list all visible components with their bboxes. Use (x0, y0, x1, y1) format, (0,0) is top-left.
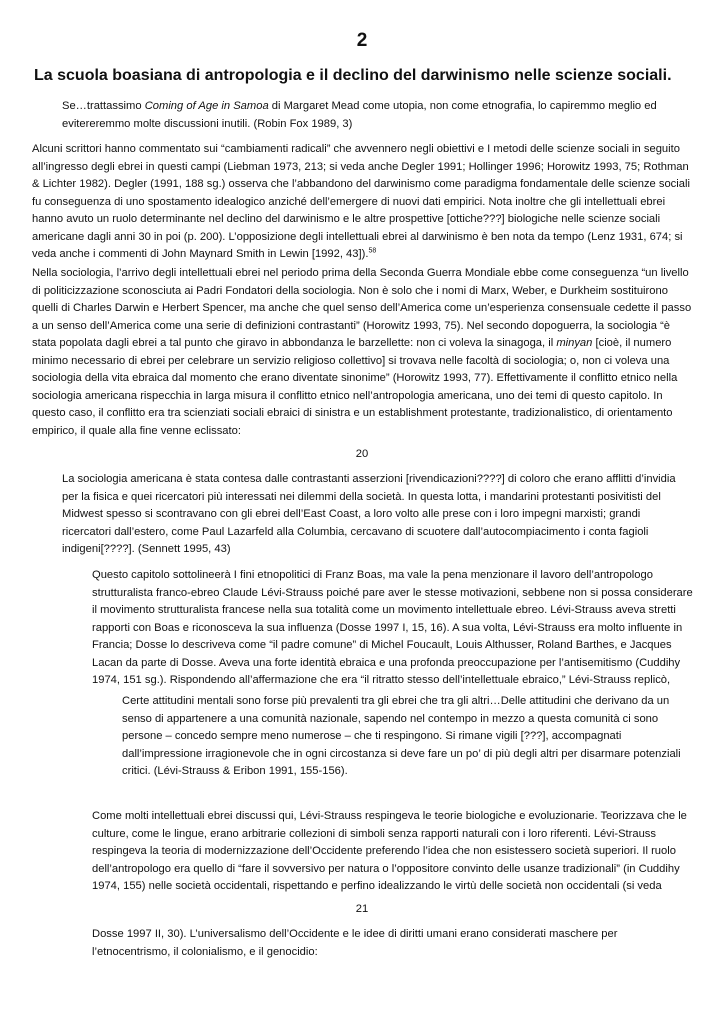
chapter-number: 2 (356, 30, 368, 51)
page-number-21: 21 (355, 903, 369, 915)
block-quote-levi-strauss: Certe attitudini mentali sono forse più prevalenti tra gli ebrei che tra gli altri…Delle attitudini che derivano da un senso di appartenere a una comunità nazionale, sapendo nel contempo in mezzo a questa comunità ci sono persone – concedo sempre meno numerose – che ti respingono. Si rimane vigili [???], accompagnati dall’impressione irragionevole che in ogni circostanza si deve fare un po’ di più degli altri per disarmare potenziali critici. (Lévi-Strauss & Eribon 1991, 155-156). (122, 695, 681, 777)
epigraph-text-start: Se…trattassimo (62, 100, 145, 112)
chapter-title: La scuola boasiana di antropologia e il declino del darwinismo nelle scienze sociali. (34, 67, 672, 84)
paragraph-2 (32, 265, 696, 440)
paragraph-1-text: Alcuni scrittori hanno commentato sui “cambiamenti radicali” che avvennero negli obiettivi e I metodi delle scienze sociali in seguito all’ingresso degli ebrei in questi campi (Liebman 1973, 213; si veda anche Degler 1991; Hollinger 1996; Horowitz 1993, 75; Rothman & Lichter 1982). Degler (1991, 188 sg.) osserva che l’abbandono del darwinismo come paradigma fondamentale delle scienze sociali fu conseguenza di uno spostamento idealogico anziché dell’emergere di nuovi dati empirici. Nota inoltre che gli intellettuali ebrei hanno avuto un ruolo determinante nel declino del darwinismo e le altre prospettive [ottiche???] biologiche nelle scienze sociali americane dagli anni 30 in poi (p. 200). L’opposizione degli intellettuali ebrei al darwinismo è ben nota da tempo (Lenz 1931, 674; si veda anche i commenti di John Maynard Smith in Lewin [1992, 43]). (32, 143, 690, 260)
paragraph-2-text-end: [cioè, il numero minimo necessario di ebrei per celebrare un servizio religioso collettivo] si trovava nelle facoltà di sociologia; o, non ci voleva una sociologia della vita ebraica dal momento che erano diventate sinonime” (Horowitz 1993, 77). Effettivamente il conflitto etnico nella sociologia americana rispecchia in larga misura il conflitto etnico nell’antropologia americana, uno dei temi di questo capitolo. In questo caso, il conflitto era tra scienziati sociali ebraici di sinistra e un establishment protestante, tradizionalistico, di orientamento empirico, il quale alla fine venne eclissato: (32, 337, 678, 437)
paragraph-4: Come molti intellettuali ebrei discussi qui, Lévi-Strauss respingeva le teorie biologiche e evoluzionarie. Teorizzava che le culture, come le lingue, erano arbitrarie collezioni di simboli senza rapporti naturali con i loro riferenti. Lévi-Strauss respingeva la teoria di modernizzazione dell’Occidente preferendo l’idea che non esistessero società superiori. Il ruolo dell’antropologo era quello di “fare il sovversivo per natura o l’oppositore convinto delle usanze tradizionali” (in Cuddihy 1974, 155) nelle società occidentali, rispettando e perfino idealizzando le virtù delle società non occidentali (si veda (92, 810, 687, 892)
block-quote-sennett: La sociologia americana è stata contesa dalle contrastanti asserzioni [rivendicazioni????] di coloro che erano afflitti d’invidia per la fisica e quei ricercatori più interessati nei dilemmi della società. In questa lotta, i mandarini protestanti posivitisti del Midwest spesso si scontravano con gli ebrei dell’East Coast, a loro volto alle prese con i loro impegni marxisti; grandi ricercatori dall’estero, come Paul Lazarfeld alla Columbia, cercavano di scuotere dall’autocompiacimento i conta fagioli indigeni[????]. (Sennett 1995, 43) (62, 473, 676, 555)
paragraph-2-text-start: Nella sociologia, l’arrivo degli intellettuali ebrei nel periodo prima della Seconda Guerra Mondiale ebbe come conseguenza “un livello di politicizzazione sconosciuta ai Padri Fondatori della sociologia. Non è solo che i nomi di Marx, Weber, e Durkheim sostituirono quelli di Charles Darwin e Herbert Spencer, ma anche che quel senso dell’America come un’esperienza consensuale cedette il passo a un senso dell’America come una serie di definizioni contrastanti” (Horowitz 1993, 75). Nel secondo dopoguerra, la sociologia “è stata popolata dagli ebrei a tal punto che giravo in abbondanza le barzellette: non ci voleva la sinagoga, il (32, 267, 692, 349)
paragraph-3: Questo capitolo sottolineerà I fini etnopolitici di Franz Boas, ma vale la pena menzionare il lavoro dell’antropologo strutturalista franco-ebreo Claude Lévi-Strauss poiché pare aver le stesse motivazioni, sebbene non si possa considerare il movimento strutturalista francese nella sua totalità come un movimento intellettuale ebreo. Lévi-Strauss aveva stretti rapporti con Boas e riconosceva la sua influenza (Dosse 1997 I, 15, 16). A sua volta, Lévi-Strauss era molto influente in Francia; Dosse lo descriveva come “il padre comune” di Michel Foucault, Louis Althusser, Roland Barthes, e Jacques Lacan da parte di Dosse. Aveva una forte identità ebraica e una profonda preoccupazione per l’antisemitismo (Cuddihy 1974, 151 sg.). Rispondendo all’affermazione che era “il ritratto stesso dell’intellettuale ebraico,” Lévi-Strauss replicò, (92, 569, 693, 686)
epigraph-book-title: Coming of Age in Samoa (144, 100, 269, 112)
paragraph-5: Dosse 1997 II, 30). L’universalismo dell’Occidente e le idee di diritti umani erano considerati maschere per l’etnocentrismo, il colonialismo, e il genocidio: (92, 928, 618, 958)
paragraph-1 (32, 141, 696, 264)
epigraph-text-end: di Margaret Mead come utopia, non come etnografia, lo capiremmo meglio ed evitereremmo molte discussioni inutili. (Robin Fox 1989, 3) (62, 100, 657, 130)
minyan-term: minyan (556, 337, 593, 349)
page-number-20: 20 (355, 448, 369, 460)
epigraph (62, 98, 692, 133)
footnote-marker[interactable]: 58 (368, 247, 377, 255)
